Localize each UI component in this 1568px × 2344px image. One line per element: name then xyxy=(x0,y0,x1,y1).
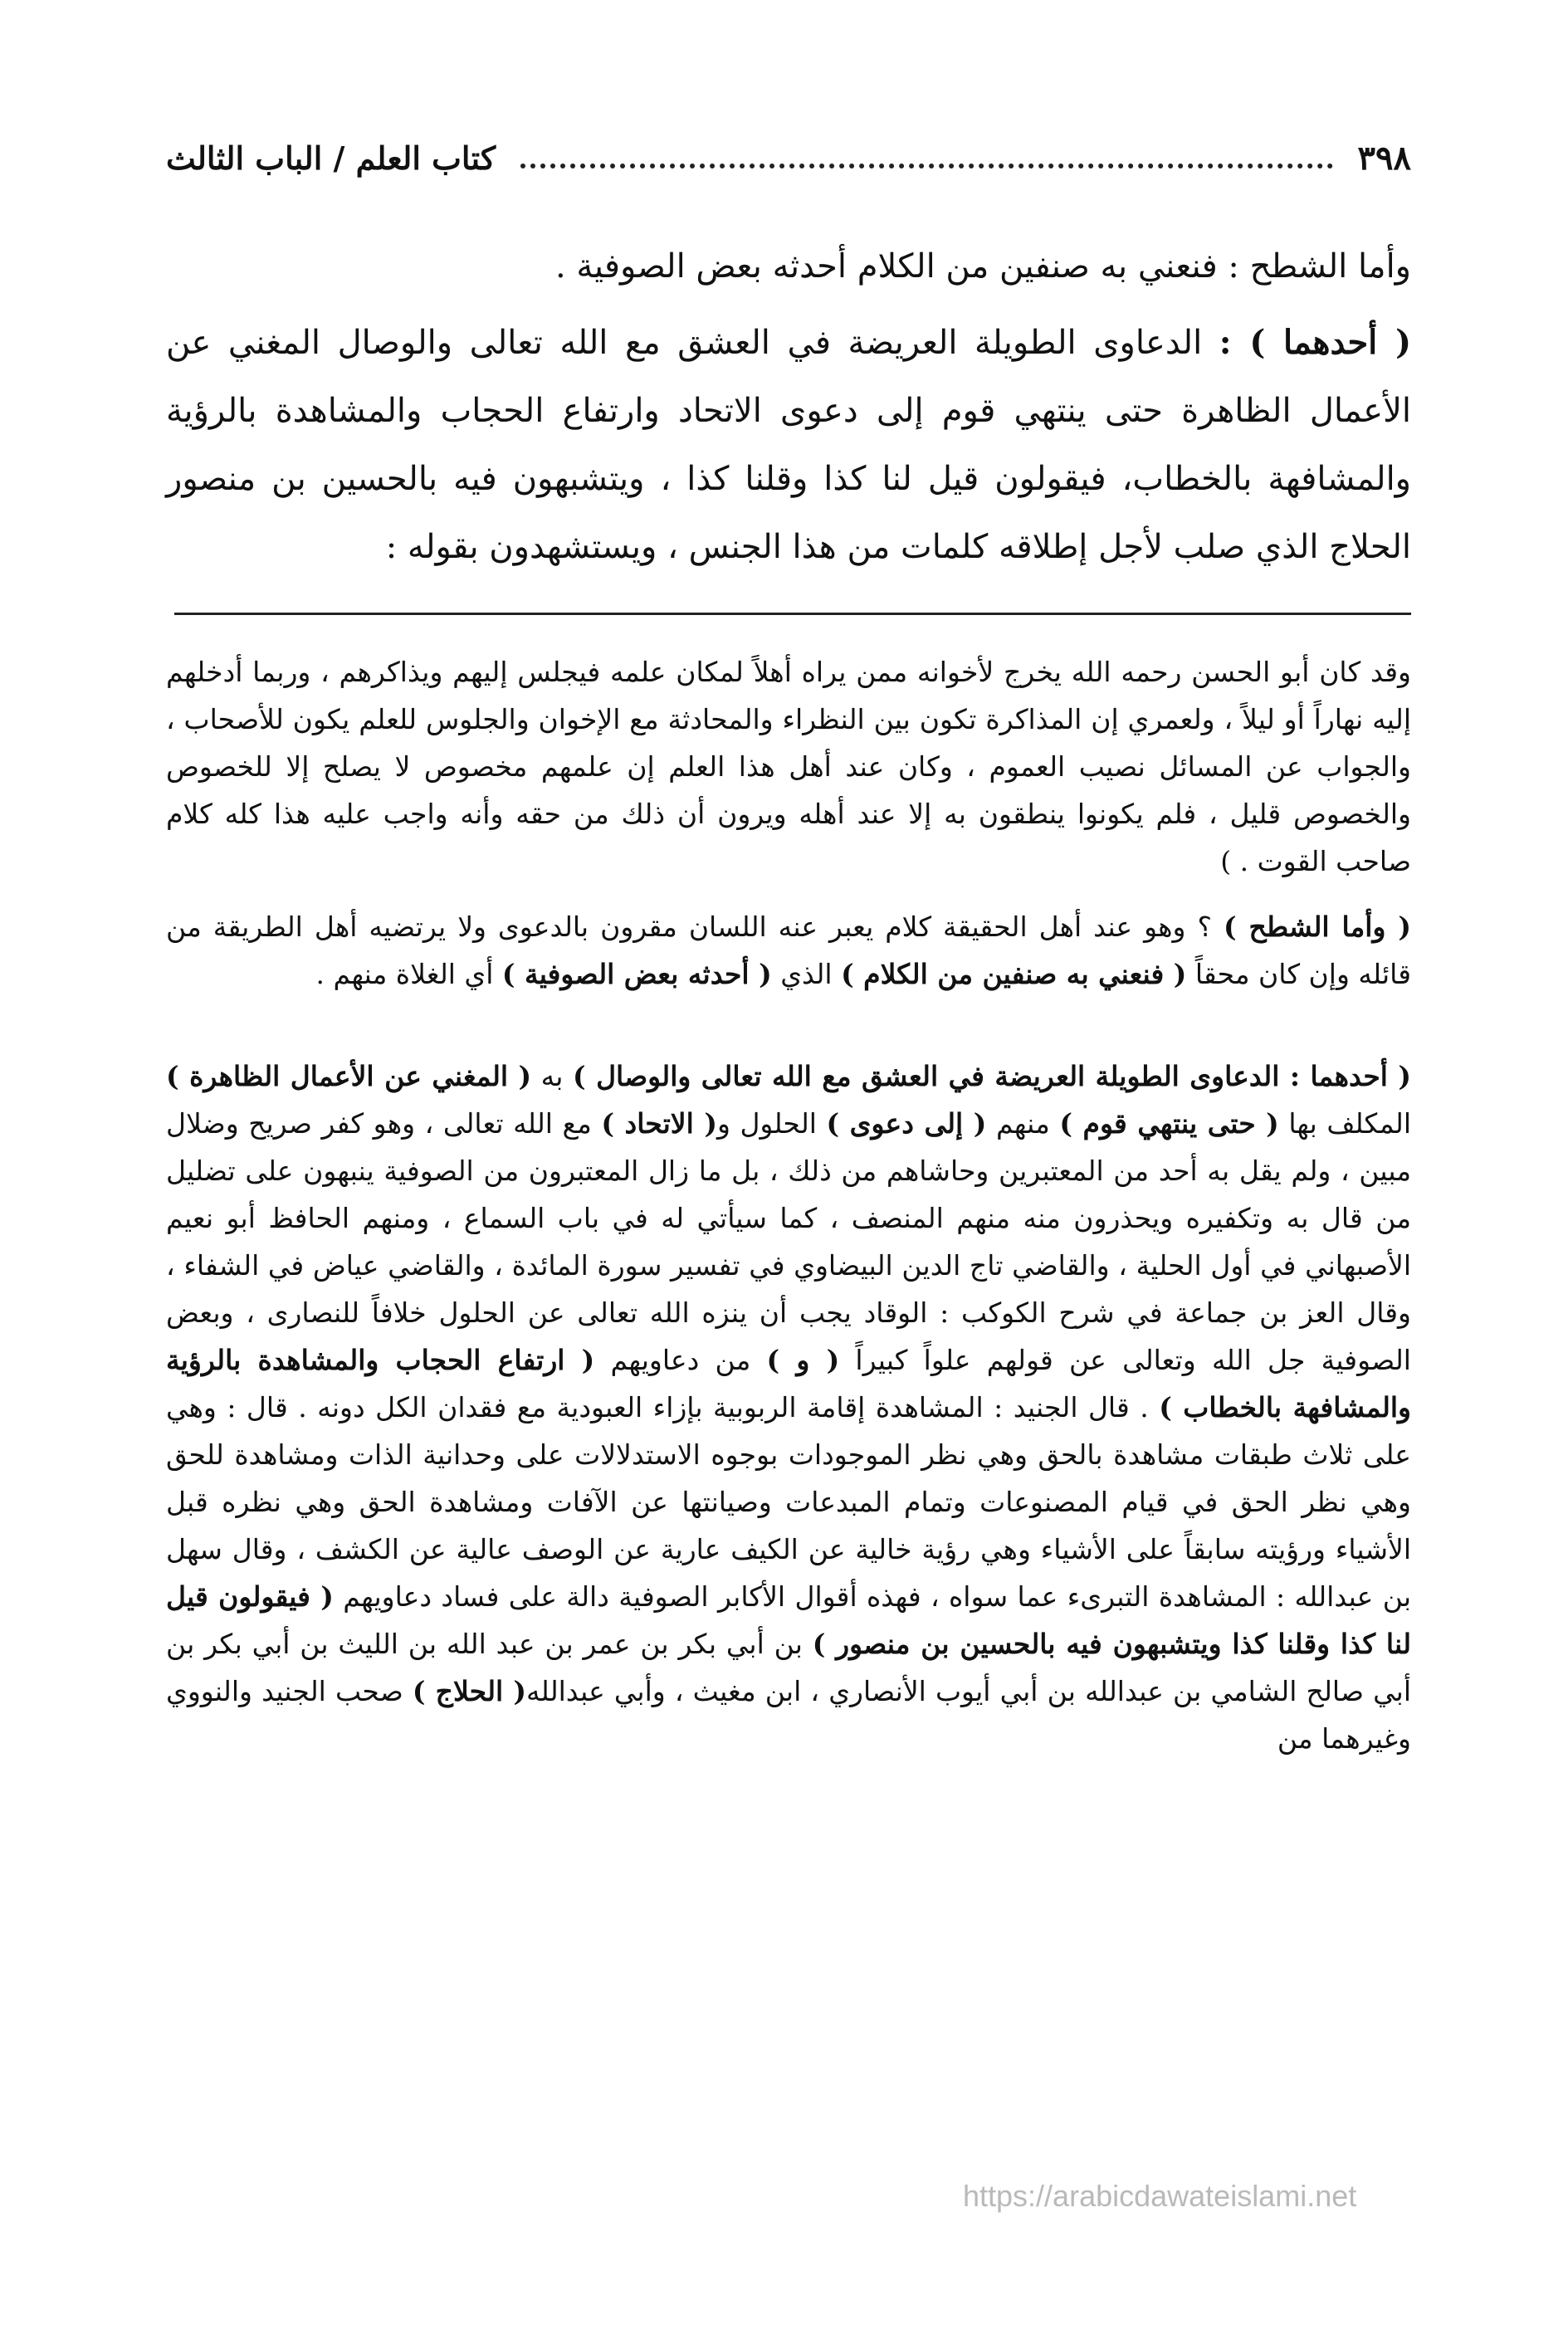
main-text-bold: ( أحدهما ) : xyxy=(1219,323,1412,362)
commentary-text xyxy=(166,648,1411,1762)
commentary-bold: ( فنعني به صنفين من الكلام ) xyxy=(841,958,1187,990)
watermark-url: https://arabicdawateislami.net xyxy=(963,2179,1357,2213)
main-text xyxy=(166,232,1411,581)
commentary-bold: ( وأما الشطح ) xyxy=(1223,911,1411,943)
main-paragraph xyxy=(166,309,1411,581)
commentary-text-run: الحلول و xyxy=(716,1107,827,1140)
commentary-text-run: ؟ وهو عند أهل الحقيقة كلام يعبر عنه اللسان مقرون بالدعوى ولا يرتضيه أهل الطريقة من قائله وإن كان محقاً xyxy=(166,911,1411,990)
commentary-paragraph xyxy=(166,648,1411,885)
commentary-text-run: أي الغلاة منهم . xyxy=(315,958,502,990)
dotted-leader xyxy=(520,147,1332,168)
commentary-bold: ( أحدثه بعض الصوفية ) xyxy=(501,958,772,990)
commentary-text-run: وقد كان أبو الحسن رحمه الله يخرج لأخوانه ممن يراه أهلاً لمكان علمه فيجلس إليهم ويذاكرهم ، وربما أدخلهم إليه نهاراً أو ليلاً ، ولعمري إن المذاكرة تكون بين النظراء والمحادثة مع الإخوان والجلوس للعلم يكون للأصحاب ، والجواب عن المسائل نصيب العموم ، وكان عند أهل هذا العلم إن علمهم مخصوص لا يصلح إلا للخصوص والخصوص قليل ، فلم يكونوا ينطقون به إلا عند أهله ويرون أن ذلك من حقه وأنه واجب عليه هذا كله كلام صاحب القوت . ) xyxy=(166,656,1411,877)
commentary-paragraph xyxy=(166,1052,1411,1762)
page-header xyxy=(166,125,1411,191)
page-number: ٣٩٨ xyxy=(1357,138,1411,178)
commentary-bold: ( ارتفاع الحجاب والمشاهدة بالرؤية والمشافهة بالخطاب ) xyxy=(166,1344,1411,1423)
commentary-text-run: صحب الجنيد والنووي وغيرهما من xyxy=(166,1675,1411,1755)
commentary-text-run: الذي xyxy=(771,958,842,990)
commentary-bold: ( الحلاج ) xyxy=(412,1675,526,1707)
commentary-paragraph xyxy=(166,903,1411,998)
commentary-text-run: المكلف بها xyxy=(1278,1107,1411,1140)
commentary-bold: ( و ) xyxy=(766,1344,840,1376)
commentary-bold: ( الاتحاد ) xyxy=(601,1107,717,1140)
main-paragraph xyxy=(166,232,1411,300)
commentary-text-run: به xyxy=(531,1060,573,1092)
commentary-bold: ( أحدهما : الدعاوى الطويلة العريضة في العشق مع الله تعالى والوصال ) xyxy=(572,1060,1412,1092)
book-page xyxy=(166,125,1411,1780)
main-text-line: الدعاوى الطويلة العريضة في العشق مع الله تعالى والوصال المغني عن الأعمال الظاهرة حتى ينتهي قوم إلى دعوى الاتحاد وارتفاع الحجاب والمشاهدة بالرؤية والمشافهة بالخطاب، فيقولون قيل لنا كذا وقلنا كذا ، ويتشبهون فيه بالحسين بن منصور الحلاج الذي صلب لأجل إطلاقه كلمات من هذا الجنس ، ويستشهدون بقوله : xyxy=(166,324,1411,566)
commentary-text-run: مع الله تعالى ، وهو كفر صريح وضلال مبين ، ولم يقل به أحد من المعتبرين وحاشاهم من ذلك ، بل ما زال المعتبرون من الصوفية ينبهون على تضليل من قال به وتكفيره ويحذرون منه منهم المنصف ، كما سيأتي له في باب السماع ، ومنهم الحافظ أبو نعيم الأصبهاني في أول الحلية ، والقاضي تاج الدين البيضاوي في تفسير سورة المائدة ، والقاضي عياض في الشفاء ، وقال العز بن جماعة في شرح الكوكب : الوقاد يجب أن ينزه الله تعالى عن الحلول خلافاً للنصارى ، وبعض الصوفية جل الله وتعالى عن قولهم علواً كبيراً xyxy=(166,1107,1411,1376)
commentary-bold: ( فيقولون قيل لنا كذا وقلنا كذا ويتشبهون فيه بالحسين بن منصور ) xyxy=(166,1580,1411,1660)
commentary-bold: ( إلى دعوى ) xyxy=(826,1107,987,1140)
commentary-text-run: منهم xyxy=(986,1107,1060,1140)
commentary-bold: ( المغني عن الأعمال الظاهرة ) xyxy=(166,1060,532,1092)
footnote-separator xyxy=(174,613,1411,615)
running-title: كتاب العلم / الباب الثالث xyxy=(166,139,496,177)
commentary-bold: ( حتى ينتهي قوم ) xyxy=(1059,1107,1279,1140)
commentary-text-run: من دعاويهم xyxy=(594,1344,767,1376)
main-text-line: وأما الشطح : فنعني به صنفين من الكلام أحدثه بعض الصوفية . xyxy=(554,247,1411,286)
commentary-text-run: بن أبي بكر بن عمر بن عبد الله بن الليث بن أبي بكر بن أبي صالح الشامي بن عبدالله بن أبي أيوب الأنصاري ، ابن مغيث ، وأبي عبدالله xyxy=(166,1628,1411,1707)
commentary-text-run: . قال الجنيد : المشاهدة إقامة الربوبية بإزاء العبودية مع فقدان الكل دونه . قال : وهي على ثلاث طبقات مشاهدة بالحق وهي نظر الموجودات بوجوه الاستدلالات على وحدانية الذات ومشاهدة للحق وهي نظر الحق في قيام المصنوعات وتمام المبدعات وصيانتها عن الآفات ومشاهدة الحق وهي نظره قبل الأشياء ورؤيته سابقاً على الأشياء وهي رؤية خالية عن الكيف عارية عن الوصف عالية عن الكشف ، وقال سهل بن عبدالله : المشاهدة التبرىء عما سواه ، فهذه أقوال الأكابر الصوفية دالة على فساد دعاويهم xyxy=(166,1391,1411,1613)
